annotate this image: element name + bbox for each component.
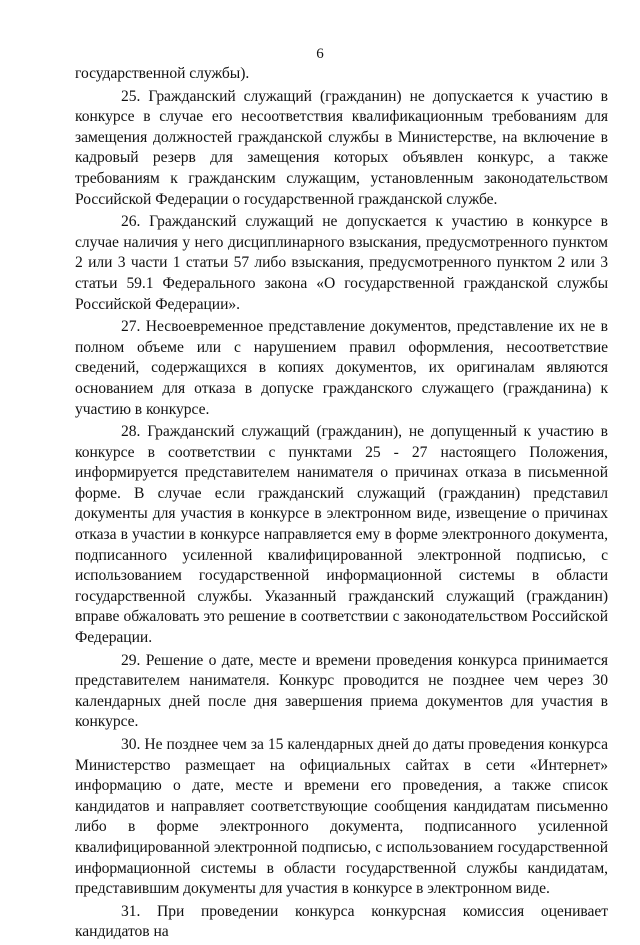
paragraph-continuation: государственной службы). [75,65,250,82]
document-body [75,64,608,945]
paragraph-26: 26. Гражданский служащий не допускается к участию в конкурсе в случае наличия у него дисциплинарного взыскания, предусмотренного пунктом 2 или 3 части 1 статьи 57 либо взыскания, предусмотренного пунктом 2 или 3 статьи 59.1 Федерального закона «О государственной гражданской службы Российской Федерации». [75,213,608,313]
paragraph-31: 31. При проведении конкурса конкурсная комиссия оценивает кандидатов на [75,902,608,941]
paragraph-30: 30. Не позднее чем за 15 календарных дней до даты проведения конкурса Министерство размещает на официальных сайтах в сети «Интернет» информацию о дате, месте и времени его проведения, а также список кандидатов и направляет соответствующие сообщения кандидатам письменно либо в форме электронного документа, подписанного усиленной квалифицированной электронной подписью, с использованием государственной информационной системы в области государственной службы кандидатам, представившим документы для участия в конкурсе в электронном виде. [75,736,608,898]
paragraph-28: 28. Гражданский служащий (гражданин), не допущенный к участию в конкурсе в соответствии с пунктами 25 - 27 настоящего Положения, информируется представителем нанимателя о причинах отказа в письменной форме. В случае если гражданский служащий (гражданин) представил документы для участия в конкурсе в электронном виде, извещение о причинах отказа в участии в конкурсе направляется ему в форме электронного документа, подписанного усиленной квалифицированной электронной подписью, с использованием государственной информационной системы в области государственной службы. Указанный гражданский служащий (гражданин) вправе обжаловать это решение в соответствии с законодательством Российской Федерации. [75,423,608,647]
page-number: 6 [316,46,324,62]
paragraph-29: 29. Решение о дате, месте и времени проведения конкурса принимается представителем нанимателя. Конкурс проводится не позднее чем через 30 календарных дней после дня завершения приема документов для участия в конкурсе. [75,651,608,731]
paragraph-27: 27. Несвоевременное представление документов, представление их не в полном объеме или с нарушением правил оформления, несоответствие сведений, содержащихся в копиях документов, их оригиналам являются основанием для отказа в допуске гражданского служащего (гражданина) к участию в конкурсе. [75,318,608,418]
paragraph-25: 25. Гражданский служащий (гражданин) не допускается к участию в конкурсе в случае его несоответствия квалификационным требованиям для замещения должностей гражданской службы в Министерстве, на включение в кадровый резерв для замещения которых объявлен конкурс, а также требованиям к гражданским служащим, установленным законодательством Российской Федерации о государственной гражданской службе. [75,87,608,208]
